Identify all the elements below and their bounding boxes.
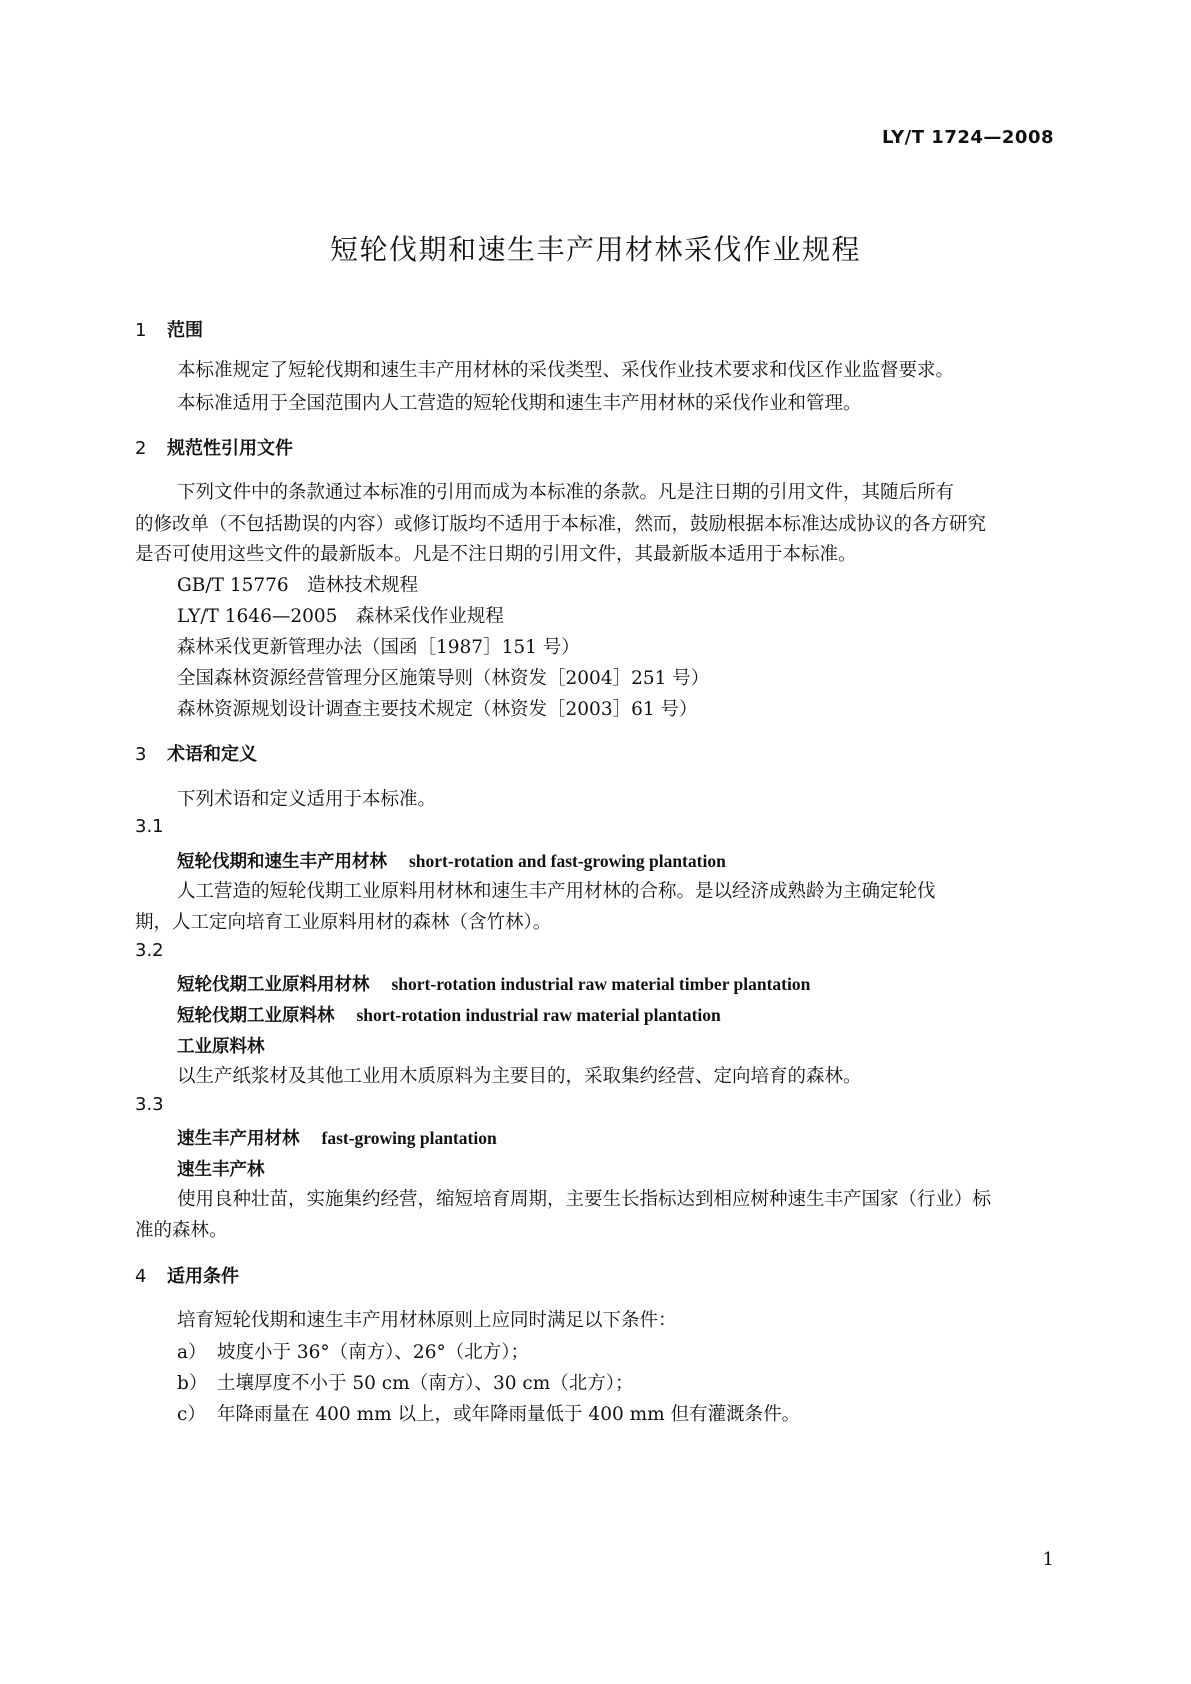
definition-line: 期，人工定向培育工业原料用材的森林（含竹林）。 [135, 912, 552, 933]
paragraph: 培育短轮伐期和速生丰产用材林原则上应同时满足以下条件： [177, 1310, 677, 1331]
reference-item: 森林资源规划设计调查主要技术规定（林资发［2003］61 号） [177, 699, 698, 720]
term [177, 848, 726, 873]
list-item-text: 土壤厚度不小于 50 cm（南方）、30 cm（北方）； [217, 1373, 634, 1394]
term-zh: 工业原料林 [177, 1037, 265, 1057]
section-number: 2 [135, 438, 147, 459]
document-title: 短轮伐期和速生丰产用材林采伐作业规程 [329, 233, 861, 266]
paragraph: 本标准规定了短轮伐期和速生丰产用材林的采伐类型、采伐作业技术要求和伐区作业监督要求。 [177, 360, 955, 381]
term [177, 1033, 265, 1058]
reference-item: 森林采伐更新管理办法（国函［1987］151 号） [177, 637, 580, 658]
reference-item: 全国森林资源经营管理分区施策导则（林资发［2004］251 号） [177, 668, 710, 689]
section-3-heading [135, 740, 257, 766]
standard-code: LY/T 1724—2008 [881, 127, 1054, 148]
list-item [177, 1369, 634, 1395]
section-number: 3 [135, 744, 147, 765]
page-number: 1 [1042, 1549, 1054, 1570]
definition-line: 以生产纸浆材及其他工业用木质原料为主要目的，采取集约经营、定向培育的森林。 [177, 1066, 862, 1087]
term-zh: 速生丰产用材林 [177, 1129, 300, 1149]
section-2-heading [135, 434, 293, 460]
term-en: short-rotation and fast-growing plantation [409, 851, 726, 871]
section-number: 4 [135, 1266, 147, 1287]
section-title: 术语和定义 [167, 744, 257, 765]
term [177, 1125, 497, 1150]
clause-number: 3.2 [135, 940, 164, 961]
section-1-heading [135, 316, 203, 342]
section-title: 规范性引用文件 [167, 438, 293, 459]
list-item-label: a） [177, 1342, 207, 1363]
paragraph-line: 是否可使用这些文件的最新版本。凡是不注日期的引用文件，其最新版本适用于本标准。 [135, 544, 857, 565]
term-en: short-rotation industrial raw material plantation [356, 1005, 721, 1025]
list-item-label: c） [177, 1404, 206, 1425]
reference-item: LY/T 1646—2005 森林采伐作业规程 [177, 606, 504, 627]
definition-line: 使用良种壮苗，实施集约经营，缩短培育周期，主要生长指标达到相应树种速生丰产国家（行业）标 [177, 1189, 992, 1210]
list-item [177, 1400, 800, 1426]
term [177, 1156, 265, 1181]
list-item-text: 坡度小于 36°（南方）、26°（北方）； [217, 1342, 529, 1363]
list-item [177, 1338, 529, 1364]
definition-line: 准的森林。 [135, 1220, 228, 1241]
term-zh: 速生丰产林 [177, 1160, 265, 1180]
reference-item: GB/T 15776 造林技术规程 [177, 575, 419, 596]
paragraph-line: 的修改单（不包括勘误的内容）或修订版均不适用于本标准，然而，鼓励根据本标准达成协议的各方研究 [135, 514, 987, 535]
term-en: short-rotation industrial raw material timber plantation [391, 974, 811, 994]
term [177, 971, 810, 996]
term-zh: 短轮伐期工业原料林 [177, 1006, 335, 1026]
section-title: 适用条件 [167, 1266, 239, 1287]
paragraph: 下列术语和定义适用于本标准。 [177, 789, 437, 810]
term [177, 1002, 721, 1027]
section-title: 范围 [167, 320, 203, 341]
definition-line: 人工营造的短轮伐期工业原料用材林和速生丰产用材林的合称。是以经济成熟龄为主确定轮伐 [177, 881, 936, 902]
list-item-label: b） [177, 1373, 208, 1394]
term-zh: 短轮伐期和速生丰产用材林 [177, 852, 387, 872]
term-zh: 短轮伐期工业原料用材林 [177, 975, 370, 995]
section-4-heading [135, 1262, 239, 1288]
list-item-text: 年降雨量在 400 mm 以上，或年降雨量低于 400 mm 但有灌溉条件。 [217, 1404, 801, 1425]
paragraph: 本标准适用于全国范围内人工营造的短轮伐期和速生丰产用材林的采伐作业和管理。 [177, 393, 862, 414]
clause-number: 3.1 [135, 816, 164, 837]
term-en: fast-growing plantation [321, 1128, 497, 1148]
paragraph-line: 下列文件中的条款通过本标准的引用而成为本标准的条款。凡是注日期的引用文件，其随后所有 [177, 482, 955, 503]
section-number: 1 [135, 320, 147, 341]
clause-number: 3.3 [135, 1094, 164, 1115]
